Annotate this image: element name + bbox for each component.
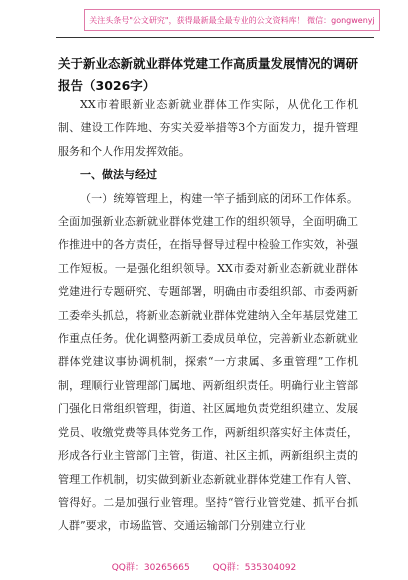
- footer-contact: [0, 560, 408, 573]
- document-body: [58, 93, 358, 538]
- header-banner: 关注头条号"公文研究"，获得最新最全最专业的公文资料库！ 微信：gongwenyj: [84, 9, 380, 31]
- header-divider: [56, 37, 374, 38]
- body-paragraph: （一）统筹管理上，构建一竿子插到底的闭环工作体系。全面加强新业态新就业群体党建工作的组织领导，全面明确工作推进中的各方责任，在指导督导过程中检验工作实效，补强工作短板。一是强化组织领导。XX市委对新业态新就业群体党建进行专题研究、专题部署，明确由市委组织部、市委两新工委牵头抓总，将新业态新就业群体党建纳入全年基层党建工作重点任务。优化调整两新工委成员单位，完善新业态新就业群体党建议事协调机制，探索“一方隶属、多重管理”工作机制，理顺行业管理部门属地、两新组织责任。明确行业主管部门强化日常组织管理，街道、社区属地负责党组织建立、发展党员、收缴党费等具体党务工作，两新组织落实好主体责任，形成各行业主管部门主管，街道、社区主抓，两新组织主责的管理工作机制，切实做到新业态新就业群体党建工作有人管、管得好。二是加强行业管理。坚持“管行业管党建、抓平台抓人群”要求，市场监管、交通运输部门分别建立行业: [58, 191, 358, 533]
- footer-qq-group-1: QQ群：30265665: [111, 563, 190, 573]
- footer-qq-group-2: QQ群：535304092: [212, 563, 297, 573]
- intro-paragraph: XX市着眼新业态新就业群体工作实际，从优化工作机制、建设工作阵地、夯实关爱举措等3个方面发力，提升管理服务和个人作用发挥效能。: [58, 98, 358, 158]
- section-heading: 一、做法与经过: [80, 168, 157, 182]
- document-title: 关于新业态新就业群体党建工作高质量发展情况的调研报告（3026字）: [58, 56, 359, 93]
